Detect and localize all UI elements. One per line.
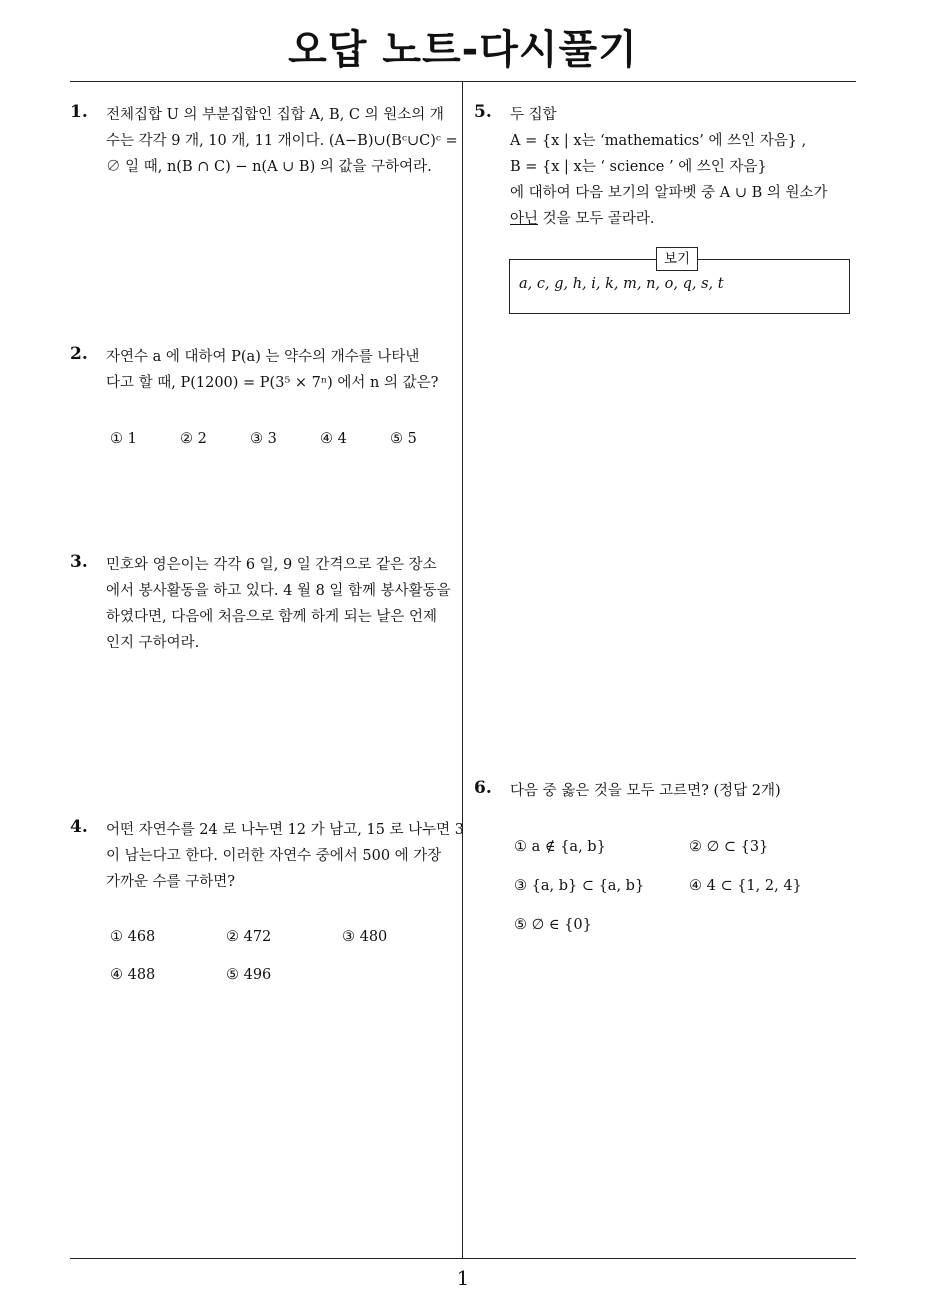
text-line: 다고 할 때, P(1200) = P(3⁵ × 7ⁿ) 에서 n 의 값은? (106, 375, 439, 391)
option-4[interactable]: ④ 488 (110, 967, 156, 983)
option-3[interactable]: ③ {a, b} ⊂ {a, b} (514, 878, 645, 894)
text-line: A = {x | x는 ‘mathematics’ 에 쓰인 자음} , (510, 133, 807, 149)
text-line: 수는 각각 9 개, 10 개, 11 개이다. (A−B)∪(Bᶜ∪C)ᶜ = (106, 133, 458, 149)
text-line (510, 206, 860, 232)
text-line: 어떤 자연수를 24 로 나누면 12 가 남고, 15 로 나누면 3 (106, 822, 465, 838)
text-line: 전체집합 U 의 부분집합인 집합 A, B, C 의 원소의 개 (106, 107, 444, 123)
option-1[interactable]: ① 1 (110, 431, 137, 447)
text-line: ∅ 일 때, n(B ∩ C) − n(A ∪ B) 의 값을 구하여라. (106, 159, 432, 175)
page-title: 오답 노트-다시풀기 (288, 27, 638, 73)
header-rule (70, 81, 856, 82)
problem-text (106, 102, 461, 180)
problem-number: 4. (70, 817, 88, 837)
option-1[interactable]: ① a ∉ {a, b} (514, 839, 606, 855)
option-5[interactable]: ⑤ 5 (390, 431, 417, 447)
example-box-label: 보기 (656, 247, 698, 271)
text-line: B = {x | x는 ‘ science ’ 에 쓰인 자음} (510, 159, 767, 175)
option-1[interactable]: ① 468 (110, 929, 156, 945)
text-span: 것을 모두 골라라. (538, 211, 655, 227)
option-4[interactable]: ④ 4 (320, 431, 347, 447)
problem-text (510, 778, 865, 804)
option-5[interactable]: ⑤ 496 (226, 967, 272, 983)
column-divider (462, 81, 463, 1258)
problem-text (106, 817, 465, 895)
problem-number: 2. (70, 344, 88, 364)
problem-text (106, 552, 461, 656)
underlined-word: 아닌 (510, 211, 539, 227)
text-line: 가까운 수를 구하면? (106, 874, 236, 890)
option-5[interactable]: ⑤ ∅ ∈ {0} (514, 917, 592, 933)
problem-number: 5. (474, 102, 492, 122)
text-line: 하였다면, 다음에 처음으로 함께 하게 되는 날은 언제 (106, 609, 438, 625)
text-line: 두 집합 (510, 107, 557, 123)
option-3[interactable]: ③ 480 (342, 929, 388, 945)
text-line: 에서 봉사활동을 하고 있다. 4 월 8 일 함께 봉사활동을 (106, 583, 451, 599)
page-number: 1 (456, 1266, 470, 1290)
problem-text (106, 344, 461, 396)
text-line: 민호와 영은이는 각각 6 일, 9 일 간격으로 같은 장소 (106, 557, 437, 573)
text-line: 에 대하여 다음 보기의 알파벳 중 A ∪ B 의 원소가 (510, 185, 828, 201)
option-2[interactable]: ② ∅ ⊂ {3} (689, 839, 769, 855)
example-box-content: a, c, g, h, i, k, m, n, o, q, s, t (519, 276, 724, 292)
option-4[interactable]: ④ 4 ⊂ {1, 2, 4} (689, 878, 802, 894)
option-3[interactable]: ③ 3 (250, 431, 277, 447)
option-2[interactable]: ② 472 (226, 929, 272, 945)
problem-text (510, 102, 860, 232)
problem-number: 1. (70, 102, 88, 122)
text-line: 이 남는다고 한다. 이러한 자연수 중에서 500 에 가장 (106, 848, 442, 864)
text-line: 자연수 a 에 대하여 P(a) 는 약수의 개수를 나타낸 (106, 349, 420, 365)
problem-number: 3. (70, 552, 88, 572)
option-2[interactable]: ② 2 (180, 431, 207, 447)
text-line: 인지 구하여라. (106, 635, 200, 651)
text-line: 다음 중 옳은 것을 모두 고르면? (정답 2개) (510, 783, 781, 799)
footer-rule (70, 1258, 856, 1259)
problem-number: 6. (474, 778, 492, 798)
